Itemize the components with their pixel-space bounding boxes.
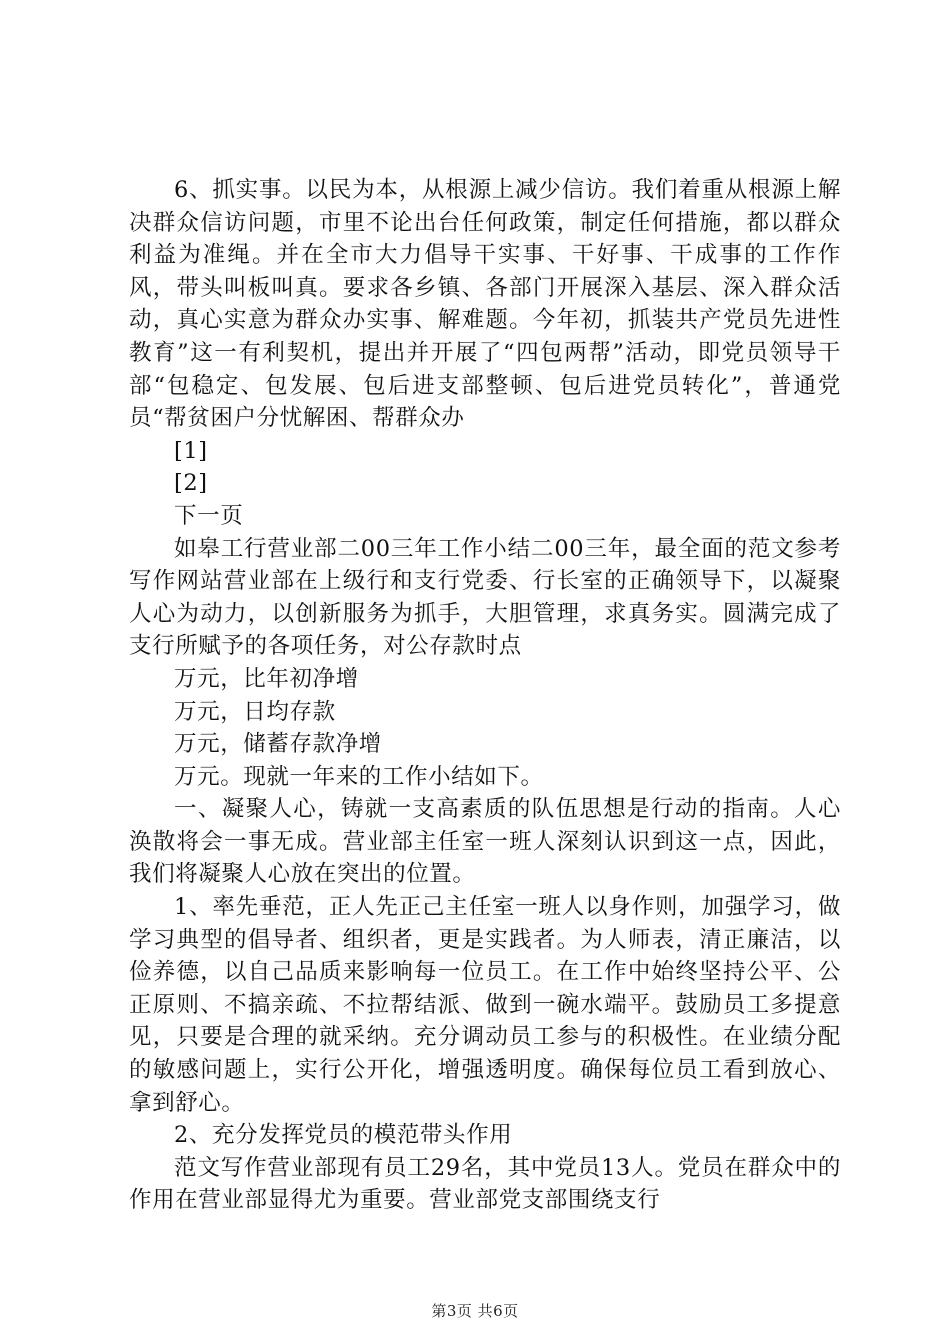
paragraph-9: 万元。现就一年来的工作小结如下。 (174, 763, 544, 790)
page-number-footer: 第3页 共6页 (431, 1302, 519, 1320)
paragraph-1: 6、抓实事。以民为本，从根源上减少信访。我们着重从根源上解决群众信访问题，市里不论出台任何政策，制定任何措施，都以群众利益为准绳。并在全市大力倡导干实事、干好事、干成事的工作作风，带头叫板叫真。要求各乡镇、各部门开展深入基层、深入群众活动，真心实意为群众办实事、解难题。今年初，抓装共产党员先进性教育”这一有利契机，提出并开展了“四包两帮”活动，即党员领导干部“包稳定、包发展、包后进支部整顿、包后进党员转化”，普通党员“帮贫困户分忧解困、帮群众办 (129, 177, 841, 432)
paragraph-8: 万元，储蓄存款净增 (174, 731, 382, 758)
paragraph-4: 下一页 (174, 502, 244, 529)
paragraph-2: [1] (174, 437, 208, 464)
paragraph-10: 一、凝聚人心，铸就一支高素质的队伍思想是行动的指南。人心涣散将会一事无成。营业部主任室一班人深刻认识到这一点，因此，我们将凝聚人心放在突出的位置。 (129, 796, 841, 888)
paragraph-3: [2] (174, 470, 208, 497)
paragraph-11: 1、率先垂范，正人先正己主任室一班人以身作则，加强学习，做学习典型的倡导者、组织者，更是实践者。为人师表，清正廉洁，以俭养德，以自己品质来影响每一位员工。在工作中始终坚持公平、公正原则、不搞亲疏、不拉帮结派、做到一碗水端平。鼓励员工多提意见，只要是合理的就采纳。充分调动员工参与的积极性。在业绩分配的敏感问题上，实行公开化，增强透明度。确保每位员工看到放心、拿到舒心。 (129, 894, 841, 1116)
paragraph-5: 如皋工行营业部二00三年工作小结二00三年，最全面的范文参考写作网站营业部在上级行和支行党委、行长室的正确领导下，以凝聚人心为动力，以创新服务为抓手，大胆管理，求真务实。圆满完成了支行所赋予的各项任务，对公存款时点 (129, 535, 841, 660)
paragraph-6: 万元，比年初净增 (174, 665, 359, 692)
paragraph-12: 2、充分发挥党员的模范带头作用 (174, 1122, 513, 1149)
document-body (129, 174, 841, 1217)
paragraph-7: 万元，日均存款 (174, 698, 336, 725)
paragraph-13: 范文写作营业部现有员工29名，其中党员13人。党员在群众中的作用在营业部显得尤为重要。营业部党支部围绕支行 (129, 1154, 841, 1214)
